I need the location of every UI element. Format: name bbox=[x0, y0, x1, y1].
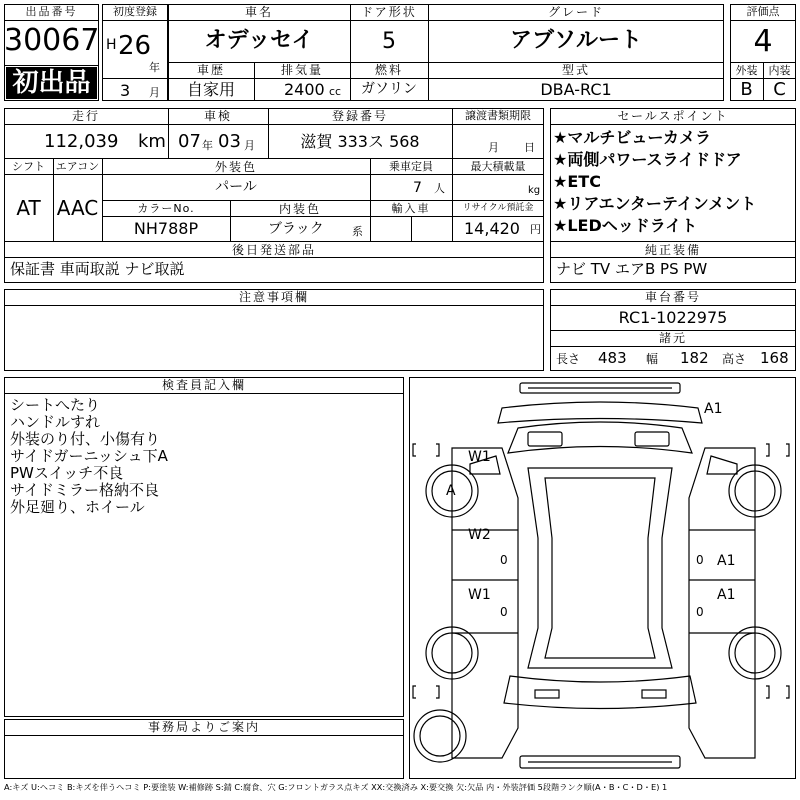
score: 4 bbox=[753, 24, 773, 59]
displacement: 2400 bbox=[284, 80, 325, 99]
legend: A:キズ U:ヘコミ B:キズを伴うヘコミ P:要塗装 W:補修跡 S:錆 C:腐食、穴 G:フロントガラス点キズ XX:交換済み X:要交換 欠:欠品 内・外装評価 5段階ランク順(A・B・C・D・E) 1 bbox=[4, 783, 668, 792]
insp-month: 03 bbox=[218, 131, 241, 152]
inspector-line: PWスイッチ不良 bbox=[10, 464, 124, 482]
damage-mark: A1 bbox=[717, 587, 736, 603]
grade: アブソルート bbox=[509, 28, 642, 53]
lot-label: 出品番号 bbox=[25, 5, 78, 18]
frame-number: RC1-1022975 bbox=[618, 308, 728, 327]
fuel-label: 燃料 bbox=[374, 63, 403, 77]
sales-point: ★両側パワースライドドア bbox=[553, 150, 742, 169]
door-count: 5 bbox=[382, 29, 396, 54]
insp-year: 07 bbox=[178, 131, 201, 152]
height-label: 高さ bbox=[722, 352, 747, 366]
car-name: オデッセイ bbox=[204, 28, 314, 53]
length: 483 bbox=[598, 349, 627, 367]
year-unit: 年 bbox=[149, 61, 160, 74]
inspector-line: 外装のり付、小傷有り bbox=[10, 430, 161, 448]
history-label: 車歴 bbox=[196, 63, 225, 77]
damage-mark: A1 bbox=[717, 553, 736, 569]
inspector-line: サイドミラー格納不良 bbox=[10, 481, 159, 499]
damage-mark: W1 bbox=[468, 587, 491, 603]
car-damage-diagram bbox=[409, 377, 796, 779]
interior-color-label: 内装色 bbox=[278, 202, 321, 216]
frame-label: 車台番号 bbox=[644, 290, 701, 304]
recycle: 14,420 bbox=[464, 219, 520, 238]
ac-label: エアコン bbox=[55, 160, 100, 173]
first-reg-label: 初度登録 bbox=[113, 5, 157, 18]
model-code: DBA-RC1 bbox=[540, 80, 612, 99]
name-label: 車名 bbox=[244, 5, 273, 19]
import-label: 輸入車 bbox=[391, 202, 431, 215]
interior-label: 内装 bbox=[768, 64, 791, 77]
displacement-label: 排気量 bbox=[280, 63, 323, 77]
exterior-grade: B bbox=[740, 79, 753, 100]
later-items: 保証書 車両取説 ナビ取説 bbox=[10, 260, 185, 278]
reg-year: 26 bbox=[118, 31, 152, 61]
fuel: ガソリン bbox=[361, 81, 417, 97]
insp-year-unit: 年 bbox=[202, 139, 213, 152]
grade-label: グレード bbox=[547, 5, 604, 19]
capacity-unit: 人 bbox=[434, 182, 445, 195]
damage-mark: A1 bbox=[704, 401, 723, 417]
door-label: ドア形状 bbox=[361, 5, 417, 19]
damage-mark: 0 bbox=[500, 605, 508, 619]
displacement-unit: cc bbox=[329, 85, 342, 98]
damage-mark: 0 bbox=[696, 553, 704, 567]
reg-month: 3 bbox=[120, 81, 131, 100]
insp-month-unit: 月 bbox=[244, 139, 255, 152]
damage-mark: W1 bbox=[468, 449, 491, 465]
damage-mark: 0 bbox=[500, 553, 508, 567]
transfer-label: 譲渡書類期限 bbox=[465, 109, 531, 122]
office-label: 事務局よりご案内 bbox=[147, 720, 260, 734]
inspector-line: 外足廻り、ホイール bbox=[10, 498, 145, 516]
color-no: NH788P bbox=[133, 219, 199, 238]
recycle-label: リサイクル預託金 bbox=[462, 203, 534, 213]
width: 182 bbox=[680, 349, 709, 367]
sales-point: ★ETC bbox=[553, 172, 601, 191]
inspection-label: 車検 bbox=[203, 109, 232, 123]
equipment: ナビ TV エアB PS PW bbox=[556, 260, 708, 278]
reg-label: 登録番号 bbox=[331, 109, 388, 123]
mileage-unit: km bbox=[138, 131, 166, 152]
notes-label: 注意事項欄 bbox=[238, 290, 309, 304]
equip-label: 純正装備 bbox=[644, 243, 701, 257]
damage-mark: A bbox=[446, 483, 456, 499]
lot-number: 30067 bbox=[4, 23, 100, 58]
shift: AT bbox=[16, 196, 41, 220]
capacity-label: 乗車定員 bbox=[389, 160, 433, 173]
interior-grade: C bbox=[773, 79, 786, 100]
transfer-day-unit: 日 bbox=[524, 141, 535, 154]
sales-label: セールスポイント bbox=[617, 109, 729, 123]
ac: AAC bbox=[56, 196, 99, 220]
damage-mark: 0 bbox=[696, 605, 704, 619]
history: 自家用 bbox=[186, 80, 235, 99]
era: H bbox=[106, 37, 117, 53]
shift-label: シフト bbox=[12, 160, 45, 173]
month-unit: 月 bbox=[149, 86, 160, 99]
length-label: 長さ bbox=[556, 352, 581, 366]
damage-mark: W2 bbox=[468, 527, 491, 543]
dims-label: 諸元 bbox=[658, 331, 687, 345]
model-label: 型式 bbox=[561, 63, 590, 77]
inspector-line: サイドガーニッシュ下A bbox=[10, 447, 168, 465]
sales-point: ★リアエンターテインメント bbox=[553, 194, 757, 213]
sales-point: ★マルチビューカメラ bbox=[553, 128, 712, 147]
inspector-line: ハンドルすれ bbox=[10, 413, 101, 431]
capacity: 7 bbox=[413, 180, 422, 196]
inspector-label: 検査員記入欄 bbox=[161, 378, 246, 392]
mileage: 112,039 bbox=[44, 131, 119, 152]
mileage-label: 走行 bbox=[71, 109, 100, 123]
load-unit: kg bbox=[528, 185, 541, 196]
recycle-unit: 円 bbox=[530, 223, 541, 236]
color: パール bbox=[215, 179, 257, 195]
interior-color-unit: 系 bbox=[352, 225, 363, 238]
score-label: 評価点 bbox=[746, 5, 780, 18]
transfer-month-unit: 月 bbox=[488, 141, 499, 154]
height: 168 bbox=[760, 349, 789, 367]
sales-point: ★LEDヘッドライト bbox=[553, 216, 698, 235]
colorno-label: カラーNo. bbox=[137, 202, 195, 215]
width-label: 幅 bbox=[646, 352, 659, 366]
interior-color: ブラック bbox=[268, 221, 324, 237]
color-label: 外装色 bbox=[214, 160, 257, 174]
later-label: 後日発送部品 bbox=[231, 243, 316, 257]
reg-number: 滋賀 333ス 568 bbox=[300, 132, 420, 151]
car-outline-drawing bbox=[410, 378, 797, 780]
inspector-line: シートへたり bbox=[10, 396, 101, 414]
load-label: 最大積載量 bbox=[470, 160, 526, 173]
exterior-label: 外装 bbox=[735, 64, 758, 77]
first-listing-badge: 初出品 bbox=[6, 67, 97, 99]
